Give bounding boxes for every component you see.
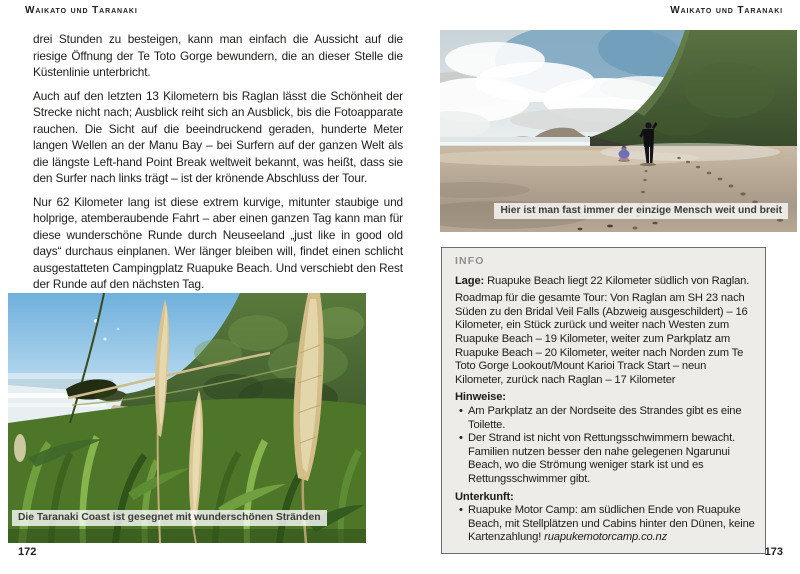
hinweise-item	[455, 432, 756, 486]
hinweise-item-text: Der Strand ist nicht von Rettungsschwimmern bewacht. Familien nutzen besser den nahe gelegenen Ngarunui Beach, wo die Strömung weniger stark ist und es Rettungsschwimmer gibt.	[468, 432, 736, 485]
unterkunft-list	[455, 504, 756, 545]
paragraph-2: Auch auf den letzten 13 Kilometern bis Raglan lässt die Schönheit der Strecke nicht nach; Ausblick reiht sich an Ausblick, bis die Fotoapparate rauchen. Die Sicht auf die beeindruckend geraden, hunderte Meter langen Wellen an der Manu Bay – bei Surfern auf der ganzen Welt als die längste Left-hand Point Break weltweit bekannt, was heißt, dass sie den Surfer nach links trägt – ist der krönende Abschluss der Tour.	[33, 88, 403, 185]
lage-label: Lage:	[455, 274, 485, 287]
photo-caption-left: Die Taranaki Coast ist gesegnet mit wunderschönen Stränden	[12, 510, 327, 526]
grass-beach-illustration	[8, 293, 366, 543]
page-number-right: 173	[764, 546, 783, 558]
page-number-left: 172	[18, 546, 37, 558]
ruapuke-beach-photo	[440, 30, 797, 232]
unterkunft-item-text: Ruapuke Motor Camp: am südlichen Ende von Ruapuke Beach, mit Stellplätzen und Cabins hinter den Dünen, keine Kartenzahlung!	[468, 504, 755, 544]
roadmap-text: Roadmap für die gesamte Tour: Von Raglan am SH 23 nach Süden zu den Bridal Veil Falls (Abzweig ausgeschildert) – 16 Kilometer, ein Stück zurück und weiter nach Westen zum Ruapuke Beach – 19 Kilometer, weiter zum Parkplatz am Ruapuke Beach – 20 Kilometer, weiter nach Norden zum Te Toto Gorge Lookout/Mount Karioi Track Start – neun Kilometer, zurück nach Raglan – 17 Kilometer	[455, 292, 748, 386]
running-header-right: Waikato und Taranaki	[670, 5, 783, 16]
info-box-title: INFO	[455, 255, 485, 267]
bullet-glyph: •	[459, 432, 463, 445]
beach-illustration	[440, 30, 797, 232]
unterkunft-url: ruapukemotorcamp.co.nz	[544, 531, 668, 544]
photo-caption-right: Hier ist man fast immer der einzige Mensch weit und breit	[494, 203, 788, 219]
hinweise-item-text: Am Parkplatz an der Nordseite des Strandes gibt es eine Toilette.	[468, 404, 742, 431]
unterkunft-label: Unterkunft:	[455, 490, 514, 503]
hinweise-item	[455, 405, 756, 432]
hinweise-list	[455, 405, 756, 487]
hinweise-label: Hinweise:	[455, 391, 506, 404]
bullet-glyph: •	[459, 504, 463, 517]
body-text-column	[33, 31, 403, 300]
bullet-glyph: •	[459, 404, 463, 417]
unterkunft-item	[455, 504, 756, 545]
lage-line	[455, 275, 756, 289]
paragraph-3: Nur 62 Kilometer lang ist diese extrem kurvige, mitunter staubige und holprige, atemberaubende Fahrt – aber einen ganzen Tag kann man für diese wunderschöne Runde durch Neuseeland „just like in good old days“ durchaus einplanen. Wer länger bleiben will, findet einen schlicht ausgestatteten Campingplatz Ruapuke Beach. Und verschiebt den Rest der Runde auf den nächsten Tag.	[33, 194, 403, 291]
lage-text: Ruapuke Beach liegt 22 Kilometer südlich von Raglan.	[487, 274, 750, 287]
running-header-left: Waikato und Taranaki	[25, 5, 138, 16]
taranaki-coast-photo	[8, 293, 366, 543]
paragraph-1: drei Stunden zu besteigen, kann man einfach die Aussicht auf die riesige Öffnung der Te Toto Gorge bewundern, die an dieser Stelle die Küstenlinie unterbricht.	[33, 32, 403, 79]
info-box	[441, 247, 766, 554]
